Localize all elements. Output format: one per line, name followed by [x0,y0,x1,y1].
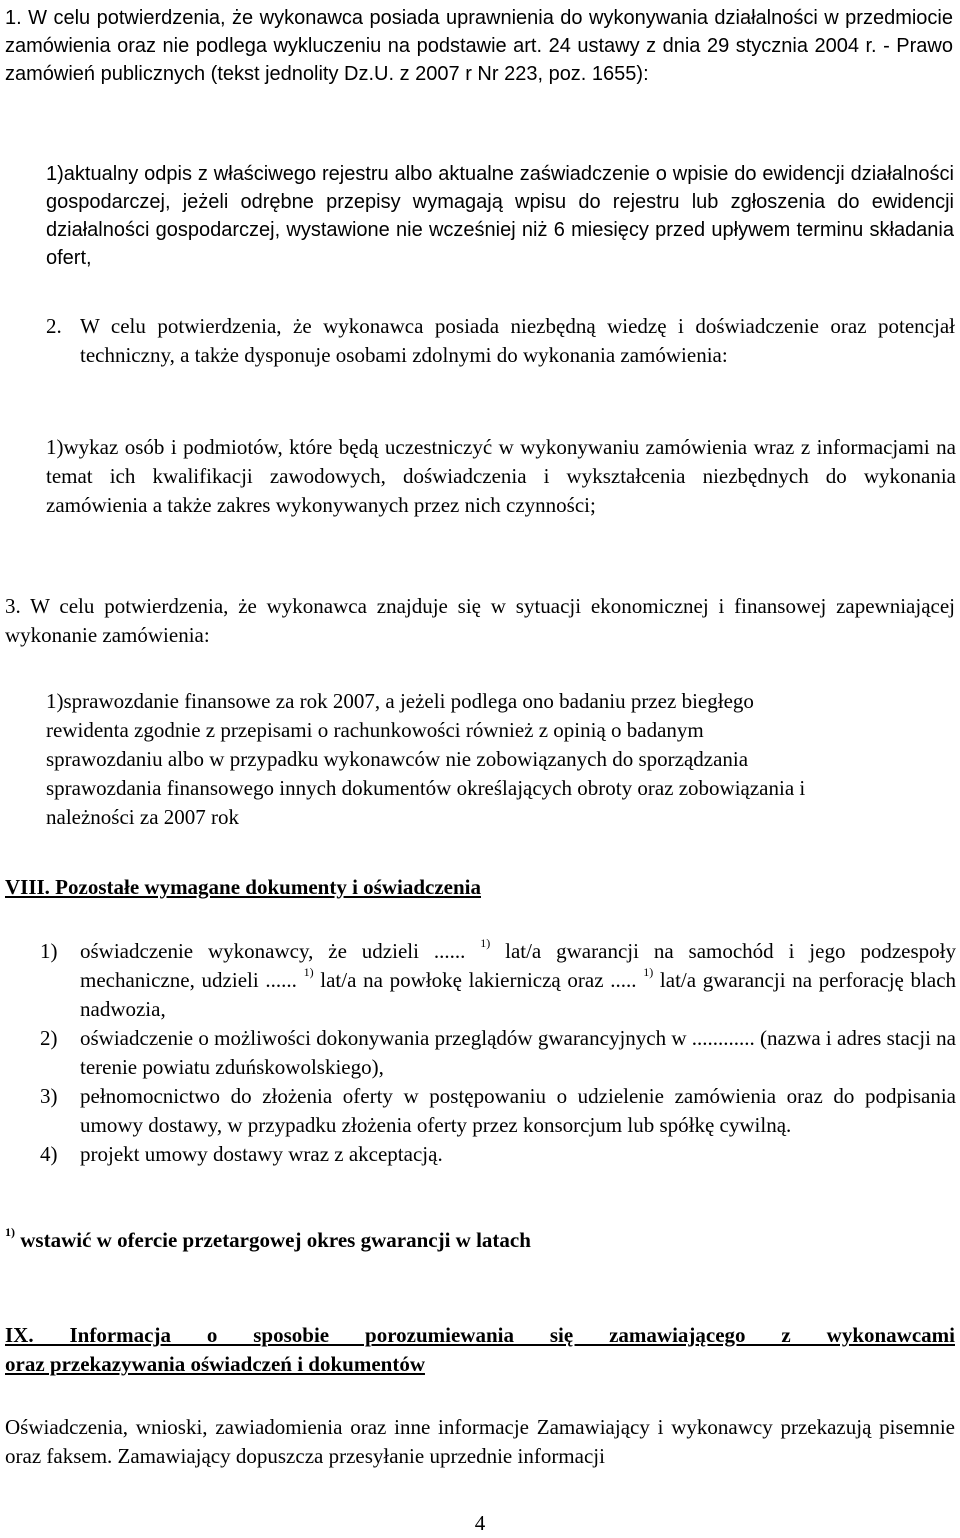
section-9-heading-line: oraz przekazywania oświadczeń i dokumentów [5,1352,425,1376]
list-item-number: 4) [40,1142,58,1166]
paragraph-3-item-line: sprawozdaniu albo w przypadku wykonawców nie zobowiązanych do sporządzania [46,747,749,771]
footnote-ref: 1) [643,965,654,979]
paragraph-3-item-line: 1)sprawozdanie finansowe za rok 2007, a jeżeli podlega ono badaniu przez biegłego [46,689,754,713]
page-number: 4 [474,1511,486,1535]
footnote-ref: 1) [303,965,314,979]
list-item-text: oświadczenie wykonawcy, że udzieli ...... [80,939,466,963]
paragraph-3-item-line: rewidenta zgodnie z przepisami o rachunkowości również z opinią o badanym [46,718,704,742]
paragraph-3: 3. W celu potwierdzenia, że wykonawca znajduje się w sytuacji ekonomicznej i finansowej zapewniającej wykonanie zamówienia: [5,594,955,647]
paragraph-3-item [46,687,956,832]
section-8-heading: VIII. Pozostałe wymagane dokumenty i oświadczenia [5,875,481,899]
footnote-mark: 1) [5,1225,15,1239]
paragraph-2-number: 2. [46,314,62,338]
list-item [0,1140,956,1169]
footnote-ref: 1) [480,936,491,950]
footnote-text: wstawić w ofercie przetargowej okres gwarancji w latach [20,1228,531,1252]
paragraph-1: 1. W celu potwierdzenia, że wykonawca posiada uprawnienia do wykonywania działalności w przedmiocie zamówienia oraz nie podlega wykluczeniu na podstawie art. 24 ustawy z dnia 29 stycznia 2004 r. - Prawo zamówień publicznych (tekst jednolity Dz.U. z 2007 r Nr 223, poz. 1655): [5,7,953,85]
list-item-number: 1) [40,939,58,963]
list-item-text: lat/a gwarancji na perforację blach nadwozia, [80,968,957,1021]
list-item-text: lat/a gwarancji na samochód i jego podzespoły mechaniczne, udzieli ...... [80,939,956,992]
section-8-list [0,937,956,1169]
footnote [5,1226,531,1255]
paragraph-2-item: 1)wykaz osób i podmiotów, które będą uczestniczyć w wykonywaniu zamówienia wraz z informacjami na temat ich kwalifikacji zawodowych, doświadczenia i wykształcenia niezbędnych do wykonania zamówienia a także zakres wykonywanych przez nich czynności; [46,435,956,517]
list-item-text: oświadczenie o możliwości dokonywania przeglądów gwarancyjnych w ............ (nazwa i adres stacji na terenie powiatu zduńskowolskiego), [80,1026,956,1079]
list-item [0,1024,956,1082]
paragraph-3-item-line: sprawozdania finansowego innych dokumentów określających obroty oraz zobowiązania i [46,776,806,800]
paragraph-3-item-line: należności za 2007 rok [46,805,240,829]
list-item-number: 2) [40,1026,58,1050]
list-item-text: pełnomocnictwo do złożenia oferty w postępowaniu o udzielenie zamówienia oraz do podpisania umowy dostawy, w przypadku złożenia oferty przez konsorcjum lub spółkę cywilną. [80,1084,956,1137]
list-item-text: projekt umowy dostawy wraz z akceptacją. [80,1142,443,1166]
section-9-heading-line: IX. Informacja o sposobie porozumiewania się zamawiającego z wykonawcami [5,1323,955,1347]
section-9-body: Oświadczenia, wnioski, zawiadomienia oraz inne informacje Zamawiający i wykonawcy przekazują pisemnie oraz faksem. Zamawiający dopuszcza przesyłanie uprzednie informacji [5,1415,955,1468]
paragraph-1-item: 1)aktualny odpis z właściwego rejestru albo aktualne zaświadczenie o wpisie do ewidencji działalności gospodarczej, jeżeli odrębne przepisy wymagają wpisu do rejestru lub zgłoszenia do ewidencji działalności gospodarczej, wystawione nie wcześniej niż 6 miesięcy przed upływem terminu składania ofert, [46,163,954,269]
section-9-heading [5,1321,955,1379]
list-item-number: 3) [40,1084,58,1108]
list-item-text: lat/a na powłokę lakierniczą oraz ..... [320,968,637,992]
paragraph-2: W celu potwierdzenia, że wykonawca posiada niezbędną wiedzę i doświadczenie oraz potencjał techniczny, a także dysponuje osobami zdolnymi do wykonania zamówienia: [80,314,955,367]
list-item [0,937,956,1024]
list-item [0,1082,956,1140]
